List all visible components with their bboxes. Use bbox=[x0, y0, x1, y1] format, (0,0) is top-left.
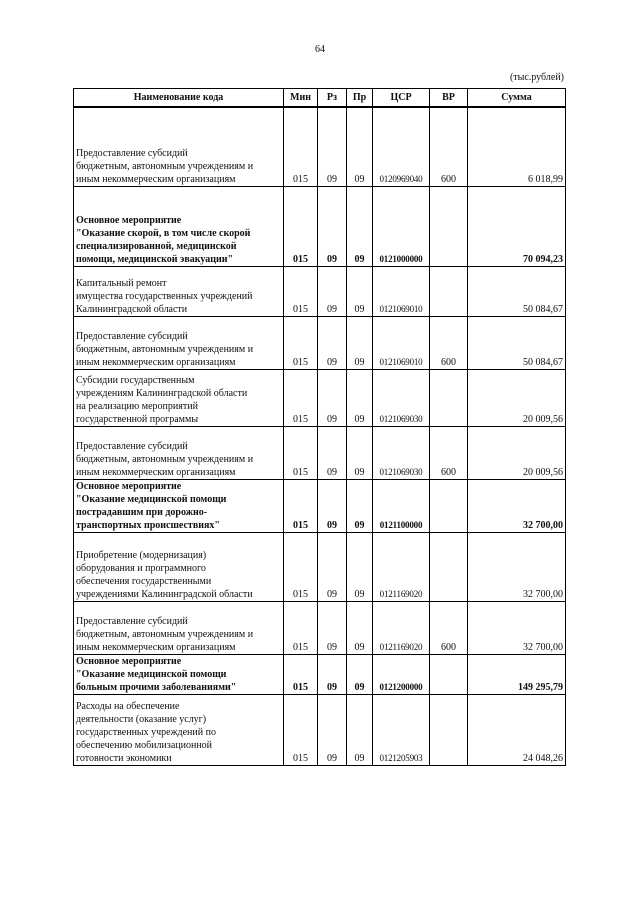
cell-min: 015 bbox=[284, 186, 318, 266]
cell-pr: 09 bbox=[347, 532, 373, 601]
cell-csr: 0121200000 bbox=[373, 654, 430, 694]
cell-pr: 09 bbox=[347, 426, 373, 479]
table-row bbox=[74, 107, 566, 186]
table-header-row bbox=[74, 89, 566, 108]
header-pr: Пр bbox=[347, 89, 373, 108]
cell-min: 015 bbox=[284, 694, 318, 765]
cell-pr: 09 bbox=[347, 369, 373, 426]
table-row bbox=[74, 369, 566, 426]
cell-name: Основное мероприятие "Оказание скорой, в том числе скорой специализированной, медицинской помощи, медицинской эвакуации" bbox=[74, 186, 284, 266]
cell-name: Предоставление субсидий бюджетным, автономным учреждениям и иным некоммерческим организациям bbox=[74, 601, 284, 654]
cell-rz: 09 bbox=[318, 107, 347, 186]
cell-name: Основное мероприятие "Оказание медицинской помощи пострадавшим при дорожно- транспортных происшествиях" bbox=[74, 479, 284, 532]
cell-sum: 6 018,99 bbox=[468, 107, 566, 186]
cell-vr bbox=[430, 369, 468, 426]
cell-sum: 20 009,56 bbox=[468, 369, 566, 426]
budget-table bbox=[73, 88, 566, 766]
cell-name: Основное мероприятие "Оказание медицинской помощи больным прочими заболеваниями" bbox=[74, 654, 284, 694]
cell-csr: 0121205903 bbox=[373, 694, 430, 765]
cell-pr: 09 bbox=[347, 266, 373, 316]
cell-rz: 09 bbox=[318, 316, 347, 369]
cell-pr: 09 bbox=[347, 601, 373, 654]
cell-pr: 09 bbox=[347, 479, 373, 532]
cell-sum: 50 084,67 bbox=[468, 316, 566, 369]
cell-min: 015 bbox=[284, 426, 318, 479]
cell-rz: 09 bbox=[318, 694, 347, 765]
page-number: 64 bbox=[315, 44, 325, 55]
cell-vr bbox=[430, 532, 468, 601]
cell-sum: 24 048,26 bbox=[468, 694, 566, 765]
cell-min: 015 bbox=[284, 479, 318, 532]
cell-vr bbox=[430, 654, 468, 694]
cell-csr: 0120969040 bbox=[373, 107, 430, 186]
cell-min: 015 bbox=[284, 601, 318, 654]
cell-csr: 0121069010 bbox=[373, 316, 430, 369]
cell-sum: 50 084,67 bbox=[468, 266, 566, 316]
cell-sum: 32 700,00 bbox=[468, 532, 566, 601]
header-rz: Рз bbox=[318, 89, 347, 108]
cell-min: 015 bbox=[284, 107, 318, 186]
table-row bbox=[74, 654, 566, 694]
cell-csr: 0121169020 bbox=[373, 532, 430, 601]
cell-name: Предоставление субсидий бюджетным, автономным учреждениям и иным некоммерческим организациям bbox=[74, 107, 284, 186]
cell-rz: 09 bbox=[318, 426, 347, 479]
cell-rz: 09 bbox=[318, 186, 347, 266]
cell-min: 015 bbox=[284, 654, 318, 694]
cell-rz: 09 bbox=[318, 369, 347, 426]
cell-vr: 600 bbox=[430, 426, 468, 479]
cell-min: 015 bbox=[284, 266, 318, 316]
cell-name: Предоставление субсидий бюджетным, автономным учреждениям и иным некоммерческим организациям bbox=[74, 316, 284, 369]
cell-min: 015 bbox=[284, 316, 318, 369]
cell-pr: 09 bbox=[347, 654, 373, 694]
table-row bbox=[74, 316, 566, 369]
table-row bbox=[74, 266, 566, 316]
header-min: Мин bbox=[284, 89, 318, 108]
cell-vr: 600 bbox=[430, 601, 468, 654]
cell-csr: 0121069010 bbox=[373, 266, 430, 316]
cell-sum: 70 094,23 bbox=[468, 186, 566, 266]
cell-rz: 09 bbox=[318, 479, 347, 532]
cell-pr: 09 bbox=[347, 107, 373, 186]
cell-rz: 09 bbox=[318, 654, 347, 694]
cell-vr: 600 bbox=[430, 316, 468, 369]
cell-sum: 32 700,00 bbox=[468, 479, 566, 532]
cell-min: 015 bbox=[284, 532, 318, 601]
cell-rz: 09 bbox=[318, 601, 347, 654]
cell-csr: 0121069030 bbox=[373, 426, 430, 479]
cell-csr: 0121100000 bbox=[373, 479, 430, 532]
table-row bbox=[74, 479, 566, 532]
header-name: Наименование кода bbox=[74, 89, 284, 108]
header-sum: Сумма bbox=[468, 89, 566, 108]
cell-sum: 20 009,56 bbox=[468, 426, 566, 479]
cell-vr bbox=[430, 186, 468, 266]
table-row bbox=[74, 601, 566, 654]
cell-vr bbox=[430, 694, 468, 765]
header-vr: ВР bbox=[430, 89, 468, 108]
table-row bbox=[74, 186, 566, 266]
cell-rz: 09 bbox=[318, 266, 347, 316]
cell-name: Субсидии государственным учреждениям Калининградской области на реализацию мероприятий государственной программы bbox=[74, 369, 284, 426]
cell-vr bbox=[430, 266, 468, 316]
cell-rz: 09 bbox=[318, 532, 347, 601]
cell-sum: 32 700,00 bbox=[468, 601, 566, 654]
cell-pr: 09 bbox=[347, 186, 373, 266]
header-csr: ЦСР bbox=[373, 89, 430, 108]
cell-csr: 0121000000 bbox=[373, 186, 430, 266]
table-row bbox=[74, 694, 566, 765]
cell-csr: 0121169020 bbox=[373, 601, 430, 654]
cell-min: 015 bbox=[284, 369, 318, 426]
cell-pr: 09 bbox=[347, 694, 373, 765]
units-label: (тыс.рублей) bbox=[509, 72, 564, 83]
cell-sum: 149 295,79 bbox=[468, 654, 566, 694]
cell-name: Предоставление субсидий бюджетным, автономным учреждениям и иным некоммерческим организациям bbox=[74, 426, 284, 479]
cell-name: Капитальный ремонт имущества государственных учреждений Калининградской области bbox=[74, 266, 284, 316]
table-row bbox=[74, 532, 566, 601]
cell-name: Расходы на обеспечение деятельности (оказание услуг) государственных учреждений по обеспечению мобилизационной готовности экономики bbox=[74, 694, 284, 765]
cell-pr: 09 bbox=[347, 316, 373, 369]
cell-csr: 0121069030 bbox=[373, 369, 430, 426]
cell-vr: 600 bbox=[430, 107, 468, 186]
cell-vr bbox=[430, 479, 468, 532]
cell-name: Приобретение (модернизация) оборудования и программного обеспечения государственными учреждениями Калининградской области bbox=[74, 532, 284, 601]
table-row bbox=[74, 426, 566, 479]
